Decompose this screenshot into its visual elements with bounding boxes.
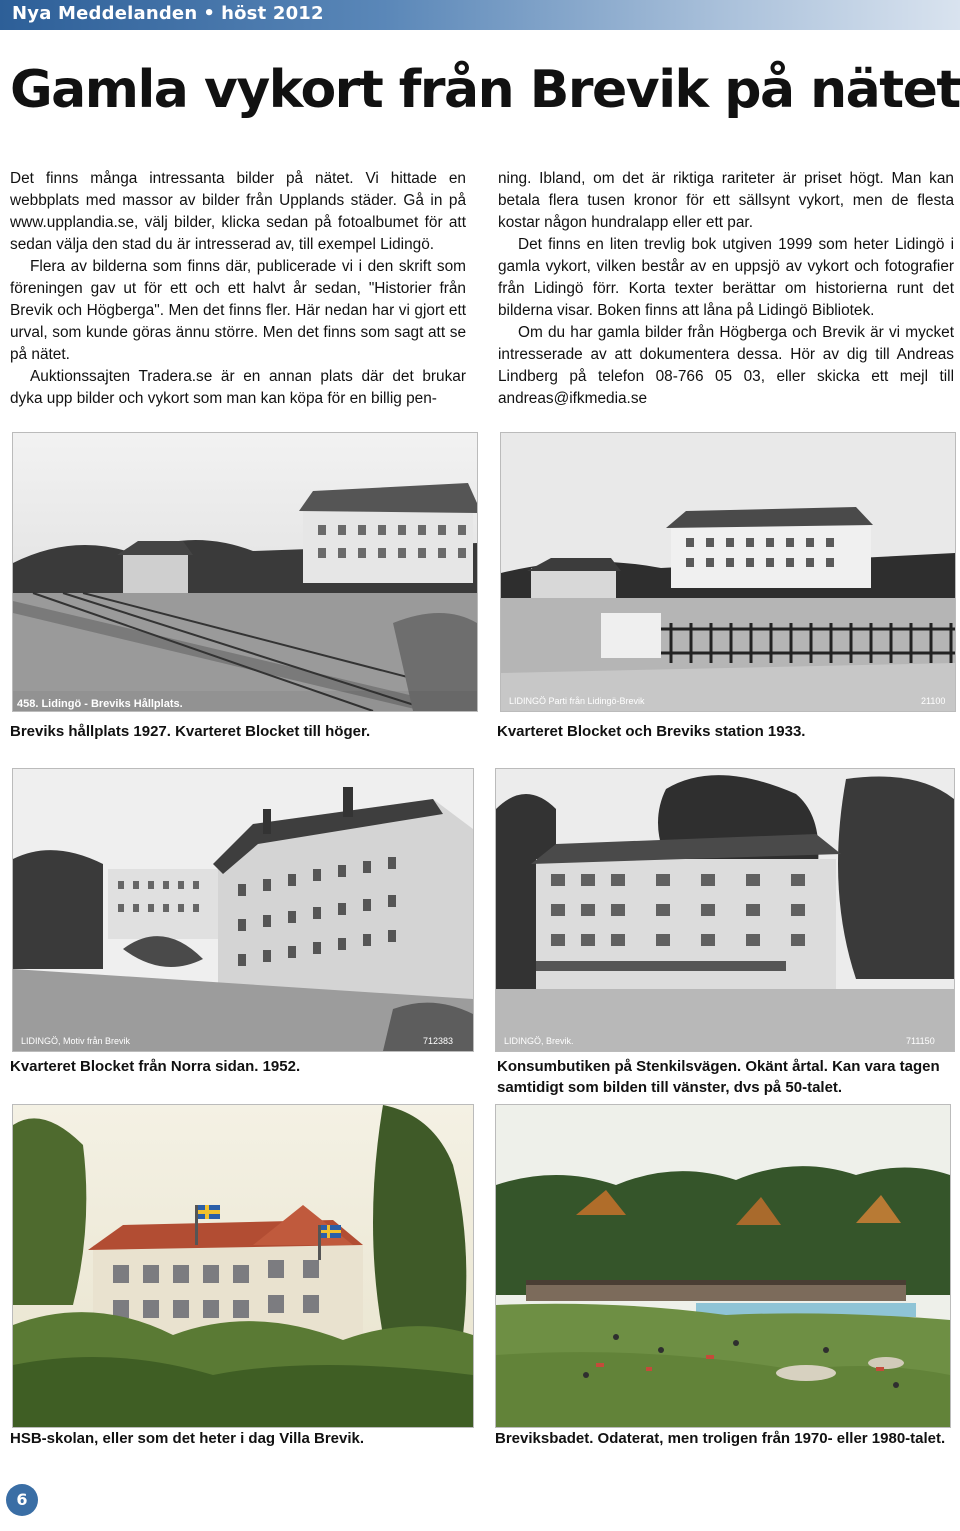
photo-hsb-skolan bbox=[12, 1104, 474, 1428]
photo-blocket-station bbox=[500, 432, 956, 712]
article-column-left bbox=[10, 168, 466, 410]
postcard-number: 21100 bbox=[921, 696, 946, 706]
publication-header bbox=[12, 3, 324, 24]
postcard-label: LIDINGÖ, Brevik. bbox=[504, 1036, 574, 1046]
paragraph: Om du har gamla bilder från Högberga och Brevik är vi mycket intresserade av att dokumentera dessa. Hör av dig till Andreas Lindberg på telefon 08-766 05 03, eller skicka ett mejl till andreas@ifkmedia.se bbox=[498, 324, 954, 407]
photo-breviksbadet bbox=[495, 1104, 951, 1428]
article-title: Gamla vykort från Brevik på nätet bbox=[10, 60, 960, 120]
postcard-label: 458. Lidingö - Breviks Hållplats. bbox=[17, 698, 183, 710]
photo-breviks-hallplats bbox=[12, 432, 478, 712]
photo-caption: Konsumbutiken på Stenkilsvägen. Okänt årtal. Kan vara tagen samtidigt som bilden till vänster, dvs på 50-talet. bbox=[497, 1058, 940, 1096]
photo-blocket-norra bbox=[12, 768, 474, 1052]
paragraph: Det finns en liten trevlig bok utgiven 1999 som heter Lidingö i gamla vykort, vilken består av en uppsjö av vykort och fotografier från Lidingö förr. Korta texter berättar om historierna runt det bilderna visar. Boken finns att låna på Lidingö Bibliotek. bbox=[498, 236, 954, 319]
photo-caption: HSB-skolan, eller som det heter i dag Villa Brevik. bbox=[10, 1430, 365, 1447]
postcard-number: 712383 bbox=[423, 1036, 454, 1046]
header-separator: • bbox=[203, 3, 216, 24]
photo-caption: Kvarteret Blocket och Breviks station 1933. bbox=[497, 723, 806, 740]
photo-caption: Kvarteret Blocket från Norra sidan. 1952. bbox=[10, 1058, 301, 1075]
page-number-badge: 6 bbox=[6, 1484, 38, 1516]
photo-caption: Breviks hållplats 1927. Kvarteret Blocket till höger. bbox=[10, 723, 371, 740]
postcard-label: LIDINGÖ Parti från Lidingö-Brevik bbox=[509, 696, 645, 706]
issue-label: höst 2012 bbox=[221, 3, 324, 24]
paragraph: Auktionssajten Tradera.se är en annan plats där det brukar dyka upp bilder och vykort som man kan köpa för en billig pen- bbox=[10, 368, 466, 407]
photo-konsumbutiken bbox=[495, 768, 955, 1052]
paragraph: ning. Ibland, om det är riktiga rariteter är priset högt. Man kan betala flera tusen kronor för ett sällsynt vykort, men de flesta kostar någon hundralapp eller ett par. bbox=[498, 170, 954, 231]
postcard-label: LIDINGÖ, Motiv från Brevik bbox=[21, 1036, 131, 1046]
paragraph: Det finns många intressanta bilder på nätet. Vi hittade en webbplats med massor av bilder från Upplands städer. Gå in på www.upplandia.se, välj bilder, klicka sedan på fotoalbumet för att sedan välja den stad du är intresserad av, till exempel Lidingö. bbox=[10, 170, 466, 253]
paragraph: Flera av bilderna som finns där, publicerade vi i den skrift som föreningen gav ut för ett och ett halvt år sedan, "Historier från Brevik och Högberga". Men det finns fler. Här nedan har vi gjort ett urval, som kunde göras ännu större. Men det finns som sagt att se på nätet. bbox=[10, 258, 466, 363]
article-column-right bbox=[498, 168, 954, 410]
photo-caption: Breviksbadet. Odaterat, men troligen från 1970- eller 1980-talet. bbox=[495, 1430, 946, 1447]
postcard-number: 711150 bbox=[906, 1036, 935, 1046]
header-bar bbox=[0, 0, 960, 30]
publication-name: Nya Meddelanden bbox=[12, 3, 198, 24]
